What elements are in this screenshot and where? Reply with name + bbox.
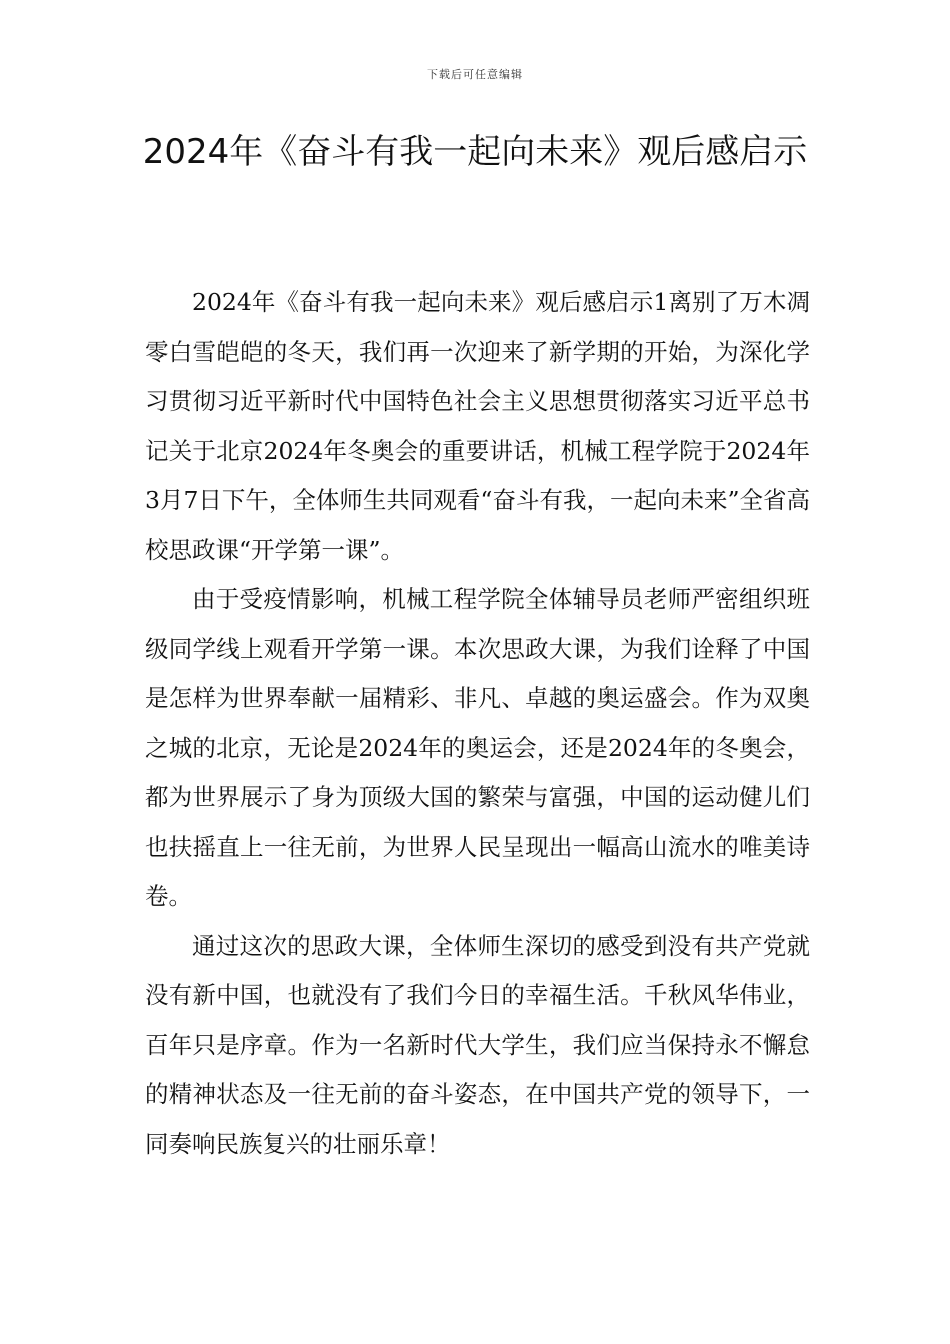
paragraph: 2024年《奋斗有我一起向未来》观后感启示1离别了万木凋零白雪皑皑的冬天，我们再一次迎来了新学期的开始，为深化学习贯彻习近平新时代中国特色社会主义思想贯彻落实习近平总书记关于北京2024年冬奥会的重要讲话，机械工程学院于2024年3月7日下午，全体师生共同观看“奋斗有我，一起向未来”全省高校思政课“开学第一课”。 bbox=[145, 288, 810, 564]
header-note: 下载后可任意编辑 bbox=[427, 68, 523, 81]
paragraph: 由于受疫情影响，机械工程学院全体辅导员老师严密组织班级同学线上观看开学第一课。本次思政大课，为我们诠释了中国是怎样为世界奉献一届精彩、非凡、卓越的奥运盛会。作为双奥之城的北京，无论是2024年的奥运会，还是2024年的冬奥会，都为世界展示了身为顶级大国的繁荣与富强，中国的运动健儿们也扶摇直上一往无前，为世界人民呈现出一幅高山流水的唯美诗卷。 bbox=[145, 585, 810, 910]
document-title: 2024年《奋斗有我一起向未来》观后感启示 bbox=[142, 132, 808, 172]
document-body bbox=[145, 278, 810, 1169]
paragraph: 通过这次的思政大课，全体师生深切的感受到没有共产党就没有新中国，也就没有了我们今日的幸福生活。千秋风华伟业，百年只是序章。作为一名新时代大学生，我们应当保持永不懈怠的精神状态及一往无前的奋斗姿态，在中国共产党的领导下，一同奏响民族复兴的壮丽乐章！ bbox=[145, 931, 810, 1158]
